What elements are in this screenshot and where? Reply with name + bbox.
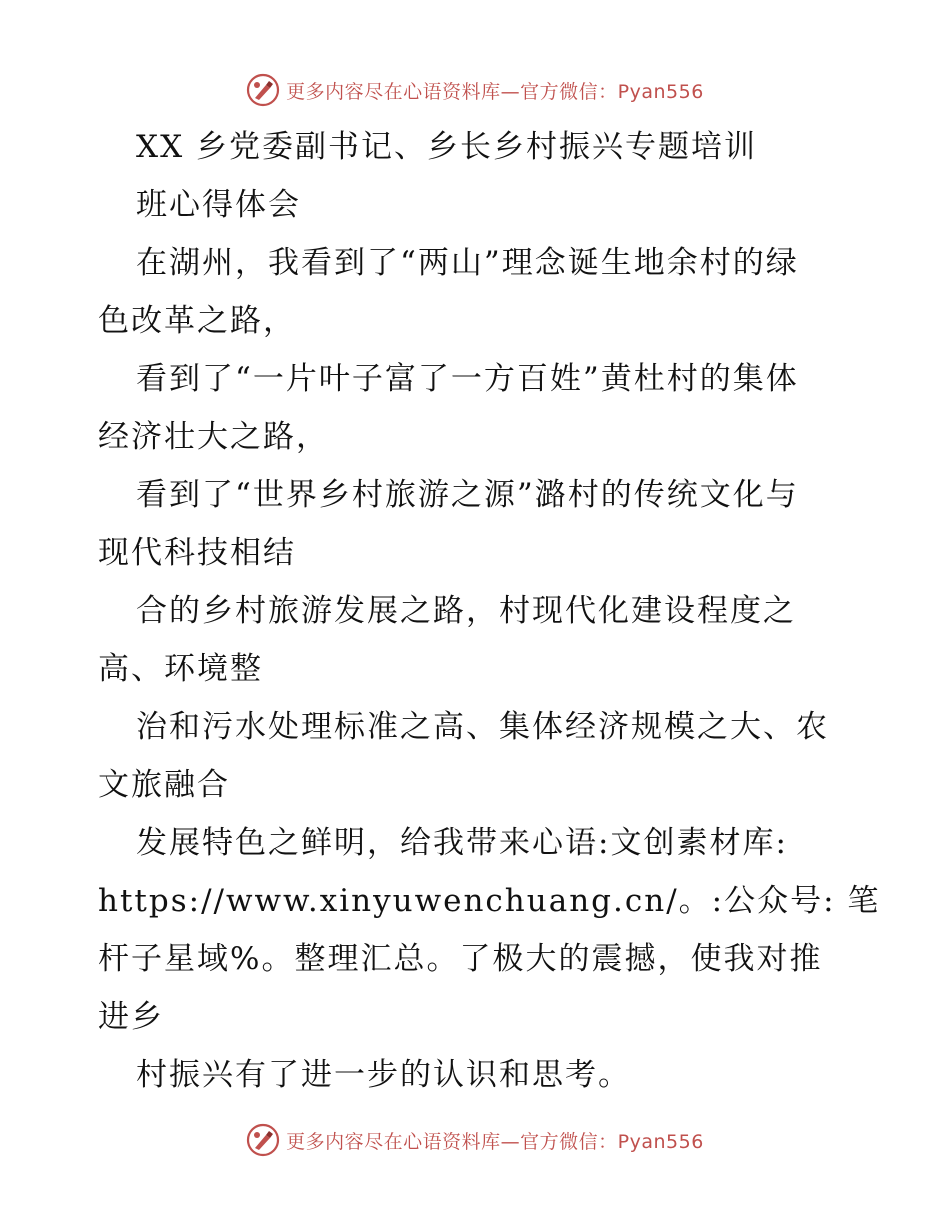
doc-paragraph-line: 杆子星域%。整理汇总。了极大的震撼，使我对推 bbox=[98, 941, 823, 977]
doc-paragraph-line: 治和污水处理标准之高、集体经济规模之大、农 bbox=[136, 709, 829, 745]
doc-title-line-1: XX 乡党委副书记、乡长乡村振兴专题培训 bbox=[136, 129, 757, 165]
doc-paragraph-line: https://www.xinyuwenchuang.cn/。:公众号: 笔 bbox=[98, 883, 881, 919]
doc-paragraph-line: 进乡 bbox=[98, 999, 164, 1035]
doc-paragraph-line: 色改革之路， bbox=[98, 303, 296, 339]
document-body bbox=[98, 118, 881, 1104]
doc-paragraph-line: 经济壮大之路， bbox=[98, 419, 329, 455]
doc-paragraph-line: 看到了“一片叶子富了一方百姓”黄杜村的集体 bbox=[136, 361, 799, 397]
doc-paragraph-line: 文旅融合 bbox=[98, 767, 230, 803]
doc-paragraph-line: 看到了“世界乡村旅游之源”潞村的传统文化与 bbox=[136, 477, 799, 513]
pen-logo-icon bbox=[246, 1123, 280, 1157]
footer-banner bbox=[0, 1120, 950, 1160]
doc-paragraph-line: 现代科技相结 bbox=[98, 535, 296, 571]
doc-title-line-2: 班心得体会 bbox=[136, 187, 301, 223]
footer-banner-text: 更多内容尽在心语资料库—官方微信：Pyan556 bbox=[286, 1130, 704, 1153]
pen-logo-icon bbox=[246, 73, 280, 107]
header-banner bbox=[0, 70, 950, 110]
doc-paragraph-line: 村振兴有了进一步的认识和思考。 bbox=[136, 1057, 631, 1093]
doc-paragraph-line: 发展特色之鲜明，给我带来心语:文创素材库: bbox=[136, 825, 788, 861]
doc-paragraph-line: 在湖州，我看到了“两山”理念诞生地余村的绿 bbox=[136, 245, 799, 281]
doc-paragraph-line: 高、环境整 bbox=[98, 651, 263, 687]
doc-paragraph-line: 合的乡村旅游发展之路，村现代化建设程度之 bbox=[136, 593, 796, 629]
header-banner-text: 更多内容尽在心语资料库—官方微信：Pyan556 bbox=[286, 80, 704, 103]
